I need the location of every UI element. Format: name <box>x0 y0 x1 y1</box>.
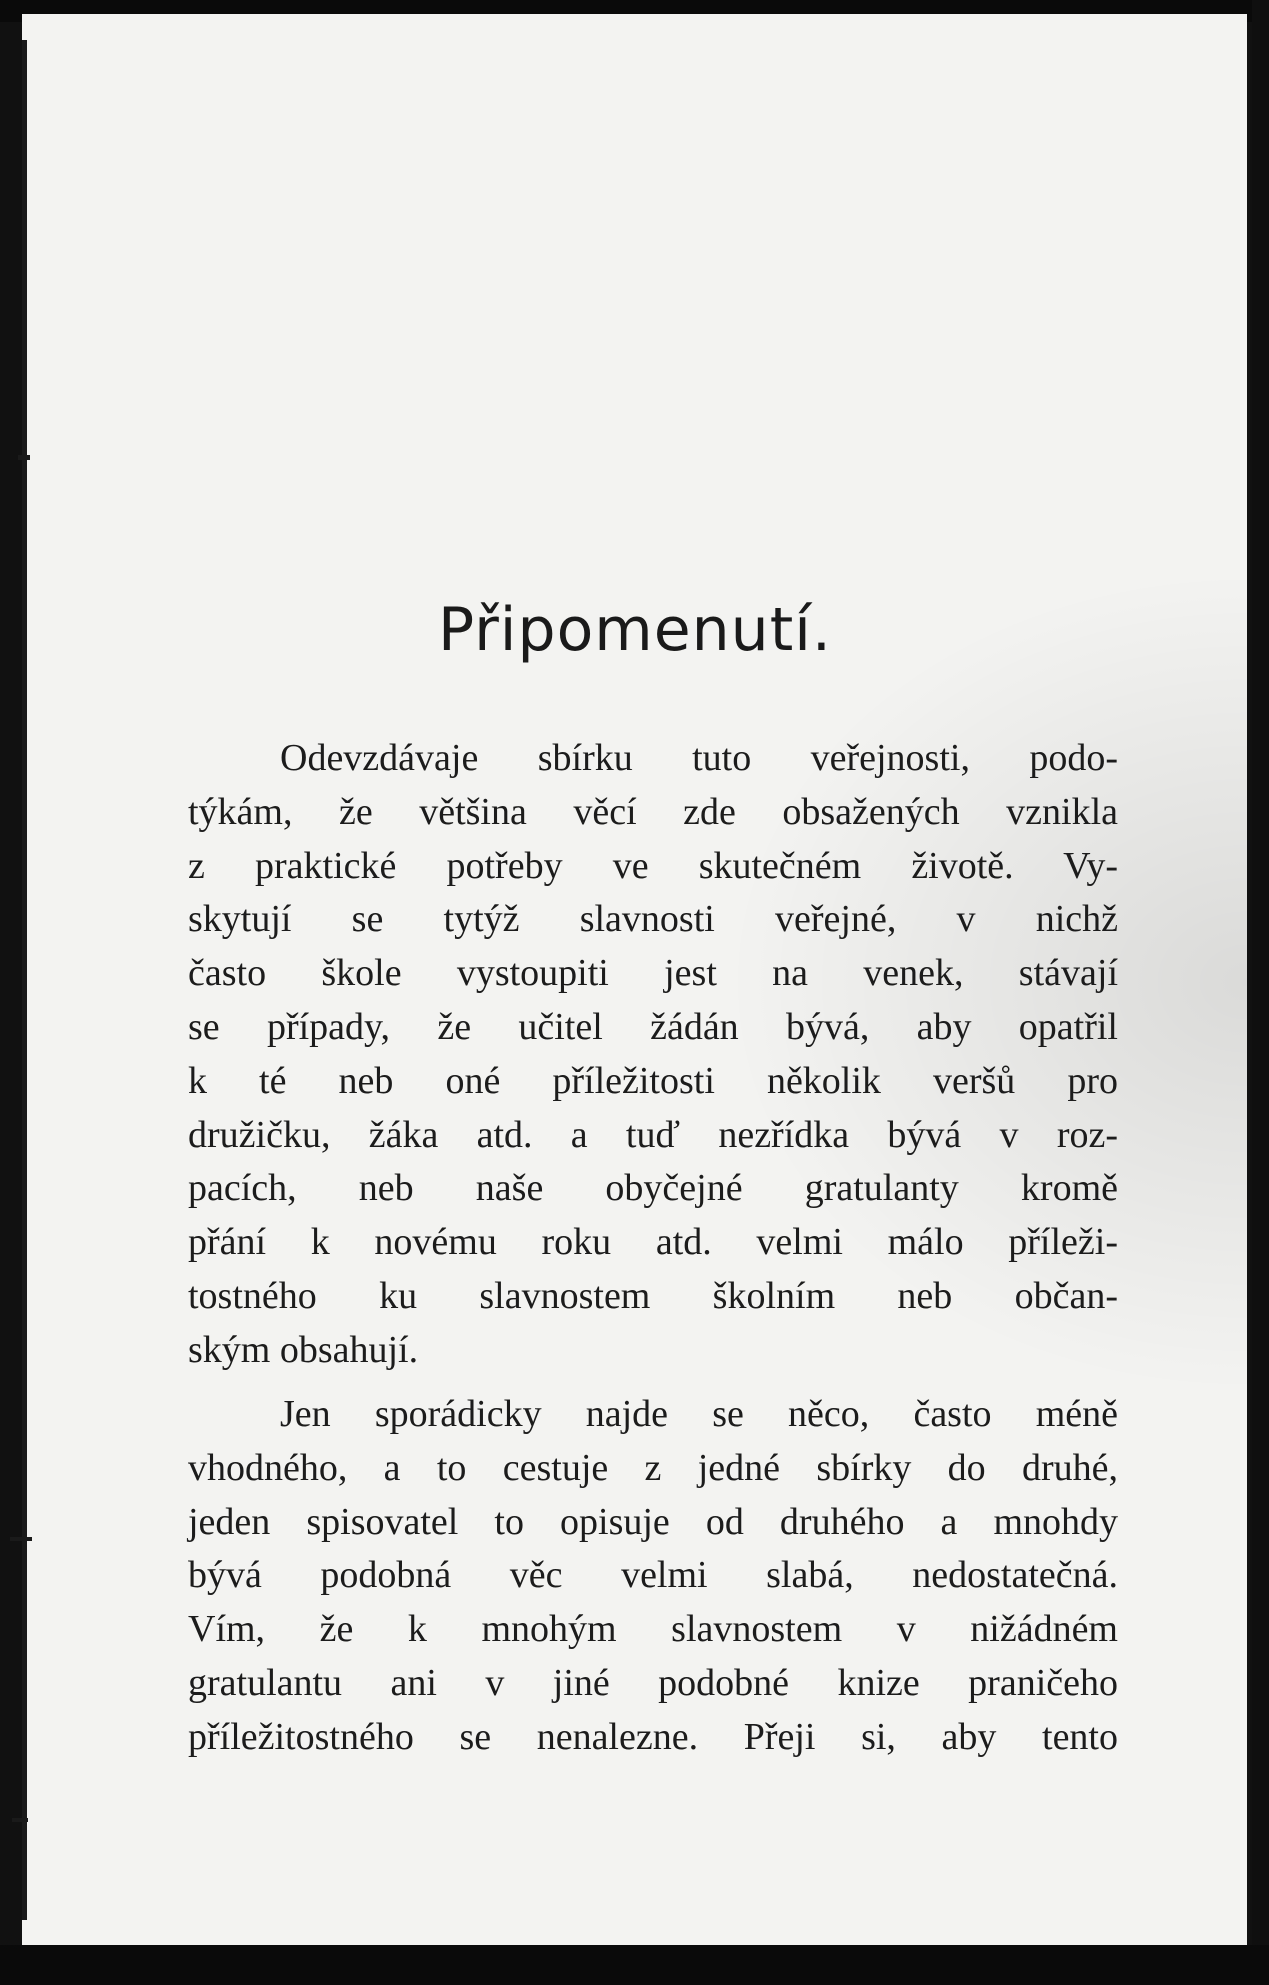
text-line: bývá podobná věc velmi slabá, nedostatečná. <box>188 1554 1118 1597</box>
text-line: příležitostného se nenalezne. Přeji si, aby tento <box>188 1715 1118 1758</box>
scan-bottom-border <box>0 1945 1269 1985</box>
spine-mark <box>18 455 30 460</box>
text-line: ským obsahují. <box>188 1328 419 1371</box>
text-line: Jen sporádicky najde se něco, často méně <box>280 1393 1118 1435</box>
text-line: se případy, že učitel žádán bývá, aby opatřil <box>188 1005 1118 1048</box>
text-line: pacích, neb naše obyčejné gratulanty kromě <box>188 1167 1118 1210</box>
text-line: Vím, že k mnohým slavnostem v nižádném <box>188 1608 1118 1651</box>
spine-mark <box>12 1818 28 1822</box>
text-line: vhodného, a to cestuje z jedné sbírky do druhé, <box>188 1446 1118 1489</box>
text-line: přání k novému roku atd. velmi málo příleži- <box>188 1221 1118 1264</box>
paragraph-1 <box>188 732 1118 1378</box>
text-line: tostného ku slavnostem školním neb občan- <box>188 1274 1118 1317</box>
spine-mark <box>10 1537 32 1541</box>
text-line: často škole vystoupiti jest na venek, stávají <box>188 952 1118 995</box>
paragraph-2 <box>188 1388 1118 1765</box>
page-spine-edge <box>22 40 27 1920</box>
text-line: z praktické potřeby ve skutečném životě. Vy- <box>188 844 1118 887</box>
text-line: k té neb oné příležitosti několik veršů pro <box>188 1059 1118 1102</box>
text-line: družičku, žáka atd. a tuď nezřídka bývá v roz- <box>188 1113 1118 1156</box>
text-line: jeden spisovatel to opisuje od druhého a mnohdy <box>188 1500 1118 1543</box>
page-title: Připomenutí. <box>438 595 832 665</box>
text-line: týkám, že většina věcí zde obsažených vznikla <box>188 790 1118 833</box>
scan-right-border <box>1252 0 1269 1985</box>
text-line: skytují se tytýž slavnosti veřejné, v nichž <box>188 898 1118 941</box>
text-line: Odevzdávaje sbírku tuto veřejnosti, podo- <box>280 737 1118 779</box>
text-line: gratulantu ani v jiné podobné knize praničeho <box>188 1661 1118 1704</box>
